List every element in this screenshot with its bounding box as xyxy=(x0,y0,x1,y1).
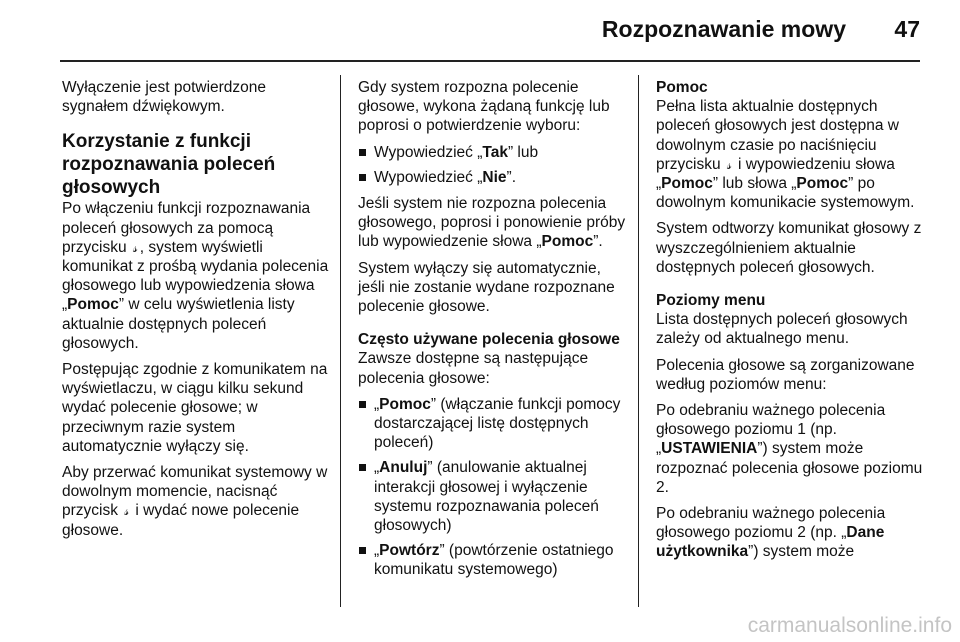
auto-off-paragraph: System wyłączy się automatycznie, jeśli nie zostanie wydane rozpoznane polecenie głosowe. xyxy=(358,259,615,316)
recognized-paragraph: Gdy system rozpozna polecenie głosowe, wykona żądaną funkcję lub poprosi o potwierdzenie wyboru: xyxy=(358,79,610,135)
voice-control-icon: 𝓈 xyxy=(124,503,130,519)
list-item: „Anuluj” (anulowanie aktualnej interakcji głosowej i wyłączenie systemu rozpoznawania poleceń głosowych) xyxy=(358,458,626,535)
list-item: Wypowiedzieć „Tak” lub xyxy=(358,143,626,162)
help-paragraph: Pełna lista aktualnie dostępnych poleceń głosowych jest dostępna w dowolnym czasie po naciśnięciu przycisku 𝓈 i wypowiedzeniu słowa „Pomoc” lub słowa „Pomoc” po dowolnym komunikacie systemowym. xyxy=(656,98,915,212)
column-divider-right xyxy=(638,75,639,607)
activation-paragraph: Po włączeniu funkcji rozpoznawania poleceń głosowych za pomocą przycisku 𝓈 , system wyświetli komunikat z prośbą wydania polecenia głosowego lub wypowiedzenia słowa „Pomoc” w celu wyświetlenia listy aktualnie dostępnych poleceń głosowych. xyxy=(62,200,329,352)
follow-prompt-paragraph: Postępując zgodnie z komunikatem na wyświetlaczu, w ciągu kilku sekund wydać polecenie głosowe; w przeciwnym razie system automatycznie wyłączy się. xyxy=(62,361,328,455)
keyword-pomoc: Pomoc xyxy=(541,233,594,251)
confirm-beep-paragraph: Wyłączenie jest potwierdzone sygnałem dźwiękowym. xyxy=(62,79,267,116)
list-item: Wypowiedzieć „Nie”. xyxy=(358,168,626,187)
page-number: 47 xyxy=(894,16,920,42)
confirm-options-list xyxy=(358,143,626,187)
list-item: „Pomoc” (włączanie funkcji pomocy dostarczającej listę dostępnych poleceń) xyxy=(358,395,626,453)
help-playback-paragraph: System odtworzy komunikat głosowy z wyszczególnieniem aktualnie dostępnych poleceń głosowych. xyxy=(656,220,922,276)
menu-organization-paragraph: Polecenia głosowe są zorganizowane według poziomów menu: xyxy=(656,356,915,393)
column-divider-left xyxy=(340,75,341,607)
not-recognized-paragraph: Jeśli system nie rozpozna polecenia głosowego, poprosi i ponowienie próby lub wypowiedzenie słowa „Pomoc”. xyxy=(358,195,626,251)
common-commands-list xyxy=(358,395,626,580)
level2-paragraph: Po odebraniu ważnego polecenia głosowego poziomu 2 (np. „Dane użytkownika”) system może xyxy=(656,505,886,561)
level1-paragraph: Po odebraniu ważnego polecenia głosowego poziomu 1 (np. „USTAWIENIA”) system może rozpoznać polecenia głosowe poziomu 2. xyxy=(656,402,923,496)
page-header xyxy=(60,0,920,62)
column-3 xyxy=(656,78,926,569)
voice-control-icon: 𝓈 xyxy=(132,239,138,255)
section-heading-common-commands: Często używane polecenia głosowe xyxy=(358,331,620,349)
subheading-pomoc: Pomoc xyxy=(656,79,708,96)
subheading-menu-levels: Poziomy menu xyxy=(656,292,766,310)
list-item: „Powtórz” (powtórzenie ostatniego komunikatu systemowego) xyxy=(358,541,626,579)
section-heading-using-voice: Korzystanie z funkcji rozpoznawania poleceń głosowych xyxy=(62,131,276,199)
voice-control-icon: 𝓈 xyxy=(726,156,732,172)
always-available-paragraph: Zawsze dostępne są następujące polecenia głosowe: xyxy=(358,350,589,387)
page-title: Rozpoznawanie mowy xyxy=(601,16,846,42)
column-2 xyxy=(358,78,626,587)
keyword-pomoc: Pomoc xyxy=(67,296,119,314)
watermark: carmanualsonline.info xyxy=(747,614,952,637)
interrupt-paragraph: Aby przerwać komunikat systemowy w dowolnym momencie, nacisnąć przycisk 𝓈 i wydać nowe polecenie głosowe. xyxy=(62,464,328,539)
menu-dependency-paragraph: Lista dostępnych poleceń głosowych zależy od aktualnego menu. xyxy=(656,311,908,348)
column-1 xyxy=(62,78,330,547)
